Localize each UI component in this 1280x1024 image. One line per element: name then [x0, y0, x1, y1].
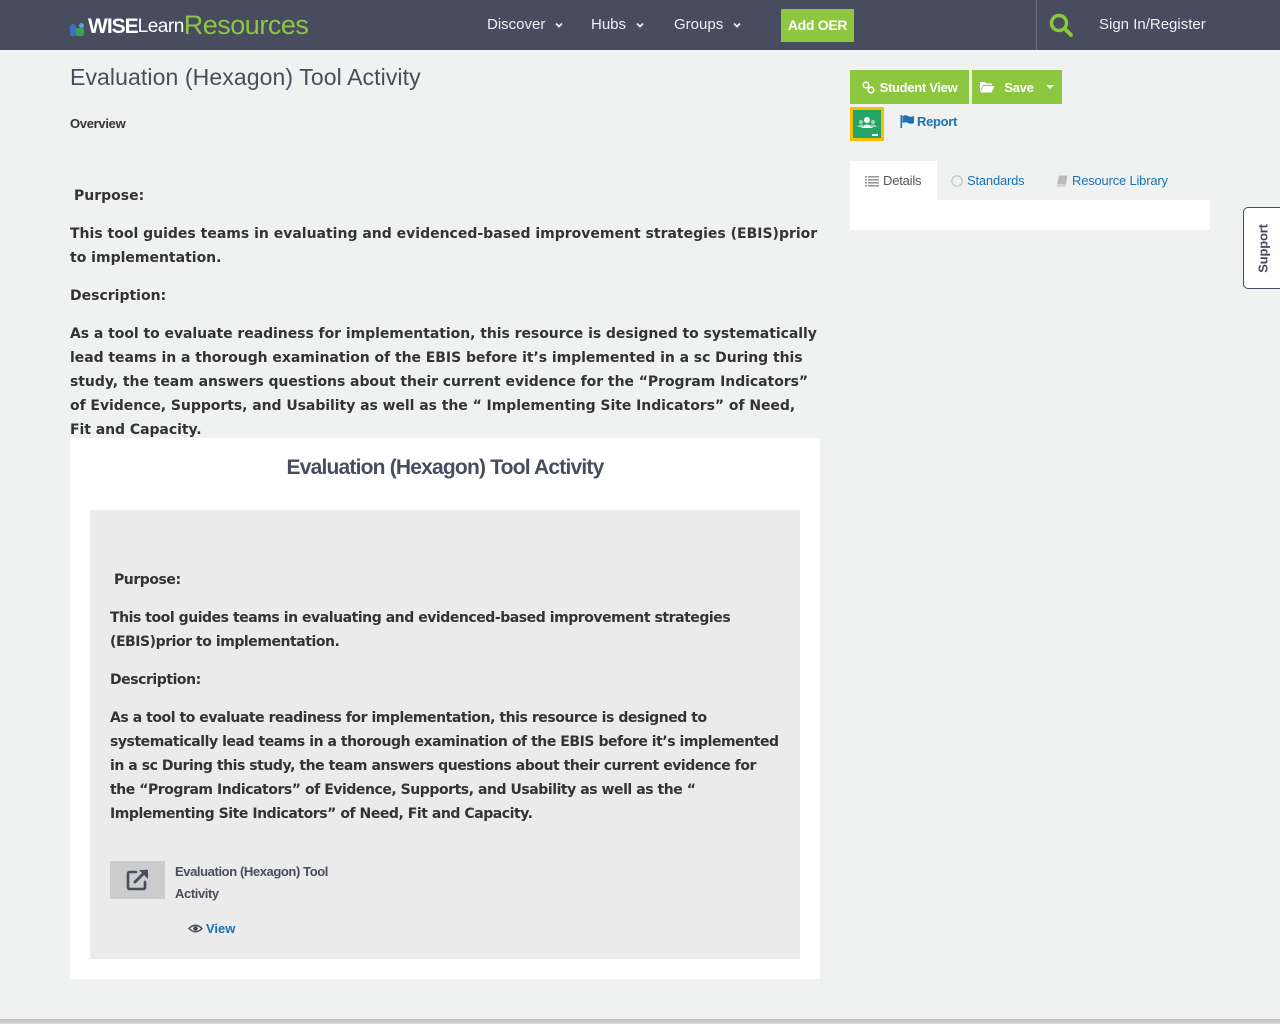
card-purpose-label: Purpose:: [114, 572, 181, 588]
attachment-view-link[interactable]: [188, 921, 235, 936]
card-purpose-text: This tool guides teams in evaluating and evidenced-based improvement strategies (EBIS)prior to implementation.: [110, 610, 731, 650]
report-link[interactable]: [900, 114, 957, 129]
tab-resource-library[interactable]: [1056, 161, 1168, 200]
bottom-scroll-edge: [0, 1019, 1280, 1024]
eye-icon: [188, 923, 203, 934]
nav-groups-dropdown[interactable]: [674, 0, 741, 50]
tab-details-label: Details: [883, 173, 922, 188]
caret-down-icon: [1045, 84, 1055, 90]
chevron-down-icon: [733, 21, 741, 29]
flag-icon: [900, 115, 914, 128]
list-icon: [865, 175, 879, 187]
google-classroom-share-button[interactable]: [850, 107, 884, 141]
description-text: As a tool to evaluate readiness for implementation, this resource is designed to systematically lead teams in a thorough examination of the EBIS before it’s implemented in a sc During this study, the team answers questions about their current evidence for the “Program Indicators” of Evidence, Supports, and Usability as well as the “ Implementing Site Indicators” of Need, Fit and Capacity.: [70, 326, 817, 438]
save-dropdown-button[interactable]: [972, 70, 1062, 104]
support-label: Support: [1255, 223, 1271, 273]
nav-discover-label: Discover: [487, 16, 546, 33]
search-icon[interactable]: [1048, 12, 1074, 38]
view-label: View: [206, 921, 236, 936]
chevron-down-icon: [555, 21, 563, 29]
card-description-text: As a tool to evaluate readiness for implementation, this resource is designed to systematically lead teams in a thorough examination of the EBIS before it’s implemented in a sc During this study, the team answers questions about their current evidence for the “Program Indicators” of Evidence, Supports, and Usability as well as the “ Implementing Site Indicators” of Need, Fit and Capacity.: [110, 710, 779, 822]
report-label: Report: [917, 114, 958, 129]
tab-content-panel: [850, 200, 1210, 230]
nav-groups-label: Groups: [674, 16, 724, 33]
page-title: Evaluation (Hexagon) Tool Activity: [70, 64, 421, 90]
logo-text-resources: Resources: [183, 10, 309, 40]
link-icon: [862, 81, 875, 94]
card-body: [90, 510, 800, 959]
overview-label: Overview: [70, 116, 126, 131]
tab-details[interactable]: [850, 161, 937, 200]
attachment-thumbnail[interactable]: [110, 861, 165, 899]
people-logo-icon: [70, 14, 87, 36]
attachment-title: Evaluation (Hexagon) Tool Activity: [175, 864, 328, 901]
logo-text-learn: Learn: [137, 16, 184, 37]
folder-open-icon: [979, 81, 995, 93]
tab-resource-library-label: Resource Library: [1072, 173, 1168, 188]
external-link-icon: [125, 868, 151, 892]
logo-text-wise: WISE: [88, 15, 138, 38]
sign-in-register-link[interactable]: Sign In/Register: [1099, 16, 1206, 33]
tab-standards-label: Standards: [967, 173, 1025, 188]
circle-icon: [951, 175, 963, 187]
description-label: Description:: [70, 288, 167, 304]
purpose-text: This tool guides teams in evaluating and evidenced-based improvement strategies (EBIS)prior to implementation.: [70, 226, 818, 266]
save-label: Save: [1004, 79, 1034, 95]
resource-card: [70, 438, 820, 979]
chevron-down-icon: [636, 21, 644, 29]
tab-standards[interactable]: [951, 161, 1024, 200]
nav-hubs-dropdown[interactable]: [591, 0, 644, 50]
nav-hubs-label: Hubs: [591, 16, 627, 33]
purpose-label: Purpose:: [74, 188, 145, 204]
support-tab[interactable]: [1243, 207, 1280, 289]
nav-divider: [1036, 0, 1037, 50]
card-description-label: Description:: [110, 672, 201, 688]
wiselearn-logo[interactable]: [70, 10, 308, 40]
book-icon: [1056, 175, 1068, 187]
student-view-button[interactable]: [850, 70, 969, 104]
nav-discover-dropdown[interactable]: [487, 0, 563, 50]
resource-info-tabs: [850, 161, 1210, 230]
add-oer-button[interactable]: Add OER: [781, 9, 854, 42]
google-classroom-icon: [853, 110, 881, 138]
card-title: Evaluation (Hexagon) Tool Activity: [286, 456, 604, 479]
top-navigation-bar: [0, 0, 1280, 50]
student-view-label: Student View: [879, 79, 958, 95]
